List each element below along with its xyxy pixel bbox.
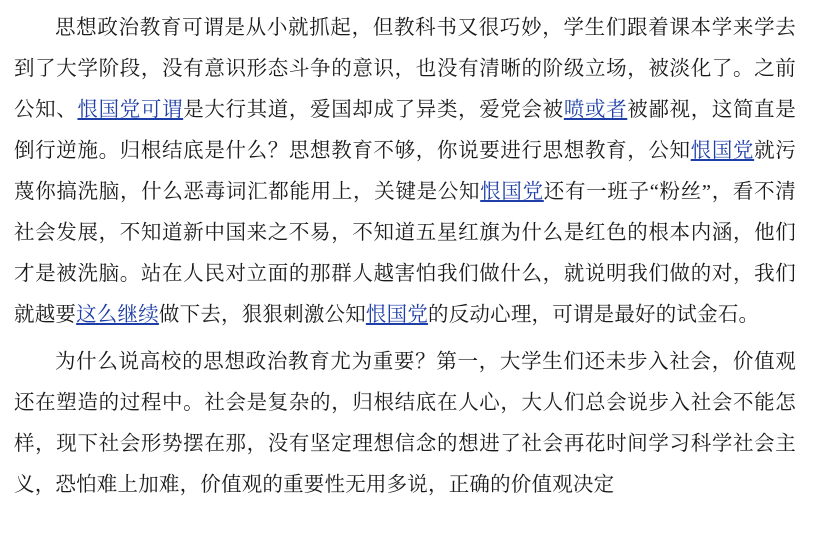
text-run: 还有一班子“粉丝”，看不清社会发展，不知道新中国来之不易，不知道五星红旗为什么是红色的根本内涵，他们才是被洗脑。站在人民对立面的那群人越害怕我们做什么，就说明我们做的对，我们就越要 (14, 181, 796, 326)
text-run: 思想政治教育可谓是从小就抓起，但教科书又很巧妙，学生们跟着课本学来学去到了大学阶段，没有意识形态斗争的意识，也没有清晰的阶级立场，被淡化了。之前公知、 (14, 17, 796, 121)
inline-link[interactable]: 这么继续 (76, 304, 159, 326)
text-run: 就污蔑你搞洗脑，什么恶毒词汇都能用上，关键是公知 (14, 140, 797, 203)
inline-link[interactable]: 恨国党 (480, 181, 544, 203)
inline-link[interactable]: 恨国党 (690, 140, 755, 162)
text-run: 为什么说高校的思想政治教育尤为重要？第一，大学生们还未步入社会，价值观还在塑造的过程中。社会是复杂的，归根结底在人心，大人们总会说步入社会不能怎样，现下社会形势摆在那，没有坚定理想信念的想进了社会再花时间学习科学社会主义，恐怕难上加难，价值观的重要性无用多说，正确的价值观决定 (14, 351, 796, 496)
inline-link[interactable]: 恨国党可谓 (77, 99, 184, 121)
text-run: 做下去，狠狠刺激公知 (158, 304, 366, 326)
paragraph (14, 342, 796, 506)
inline-link[interactable]: 喷或者 (563, 99, 628, 121)
text-run: 被鄙视，这简直是倒行逆施。归根结底是什么？思想教育不够，你说要进行思想教育，公知 (14, 99, 797, 162)
inline-link[interactable]: 恨国党 (365, 304, 429, 326)
text-run: 是大行其道，爱国却成了异类，爱党会被 (183, 99, 564, 121)
text-run: 的反动心理，可谓是最好的试金石。 (428, 304, 760, 326)
paragraph (14, 8, 796, 336)
